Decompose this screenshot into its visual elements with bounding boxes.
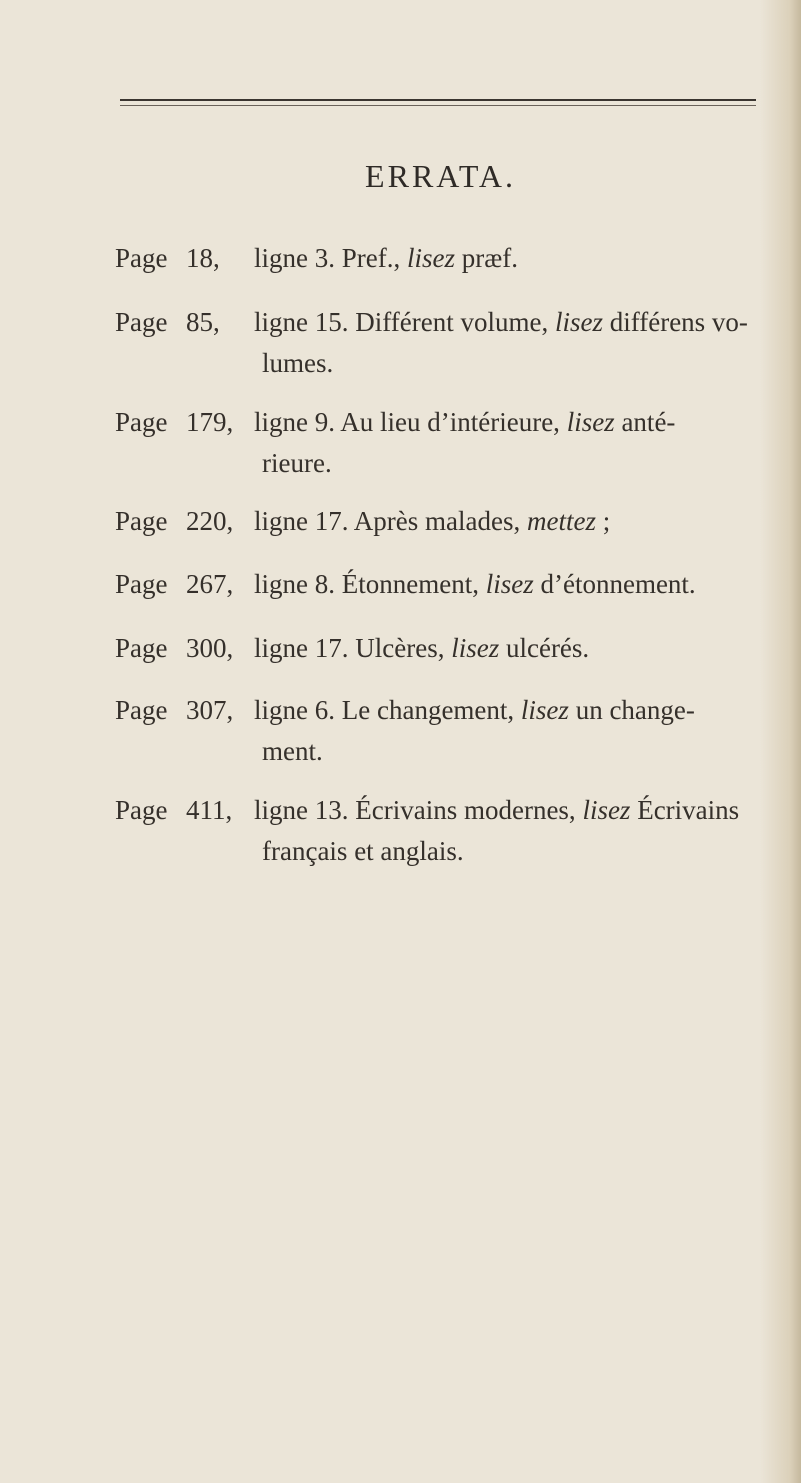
page-number: 220,	[186, 506, 234, 536]
error-text: Ulcères,	[355, 633, 452, 663]
instruction: lisez	[406, 243, 455, 273]
fix-text: Écrivains	[630, 795, 740, 825]
error-text: Différent volume,	[355, 307, 555, 337]
page-number: 411,	[186, 795, 233, 825]
correction-text	[254, 302, 784, 343]
instruction: mettez	[526, 506, 596, 536]
page-number: 179,	[186, 407, 234, 437]
page-label: Page	[115, 506, 168, 536]
continuation-text: ment.	[262, 736, 323, 766]
continuation-text: français et anglais.	[262, 836, 464, 866]
continuation-text: lumes.	[262, 348, 334, 378]
line-ref: ligne 17.	[254, 506, 349, 536]
page-label: Page	[115, 569, 168, 599]
line-ref: ligne 15.	[254, 307, 349, 337]
error-text: Après malades,	[353, 506, 527, 536]
header-rule-thick	[120, 99, 756, 101]
error-text: Au lieu d’intérieure,	[340, 407, 567, 437]
line-ref: ligne 6.	[254, 695, 335, 725]
correction-text	[254, 564, 784, 605]
fix-text: præf.	[455, 243, 518, 273]
correction-text	[254, 628, 784, 669]
correction-text	[254, 402, 784, 443]
correction-text	[254, 238, 784, 279]
line-ref: ligne 8.	[254, 569, 335, 599]
instruction: lisez	[485, 569, 534, 599]
page-number: 300,	[186, 633, 234, 663]
continuation-text: rieure.	[262, 448, 332, 478]
instruction: lisez	[451, 633, 500, 663]
fix-text: ulcérés.	[499, 633, 590, 663]
page-number: 307,	[186, 695, 234, 725]
instruction: lisez	[554, 307, 603, 337]
line-ref: ligne 13.	[254, 795, 349, 825]
page-label: Page	[115, 795, 168, 825]
page-label: Page	[115, 407, 168, 437]
line-ref: ligne 9.	[254, 407, 335, 437]
error-text: Le changement,	[341, 695, 521, 725]
instruction: lisez	[566, 407, 615, 437]
page-label: Page	[115, 633, 168, 663]
page-title: ERRATA.	[365, 158, 516, 194]
page-label: Page	[115, 243, 168, 273]
line-ref: ligne 3.	[254, 243, 335, 273]
page-number: 18,	[186, 243, 220, 273]
header-rule-thin	[120, 105, 756, 106]
correction-text	[254, 690, 784, 731]
error-text: Étonnement,	[341, 569, 486, 599]
fix-text: d’étonnement.	[533, 569, 696, 599]
error-text: Écrivains modernes,	[355, 795, 583, 825]
error-text: Pref.,	[341, 243, 407, 273]
fix-text: anté-	[614, 407, 676, 437]
page-number: 85,	[186, 307, 220, 337]
correction-text	[254, 501, 784, 542]
instruction: lisez	[582, 795, 631, 825]
fix-text: un change-	[568, 695, 695, 725]
page-number: 267,	[186, 569, 234, 599]
instruction: lisez	[520, 695, 569, 725]
fix-text: différens vo-	[602, 307, 748, 337]
correction-text	[254, 790, 784, 831]
fix-text: ;	[595, 506, 611, 536]
page-label: Page	[115, 695, 168, 725]
page-label: Page	[115, 307, 168, 337]
line-ref: ligne 17.	[254, 633, 349, 663]
